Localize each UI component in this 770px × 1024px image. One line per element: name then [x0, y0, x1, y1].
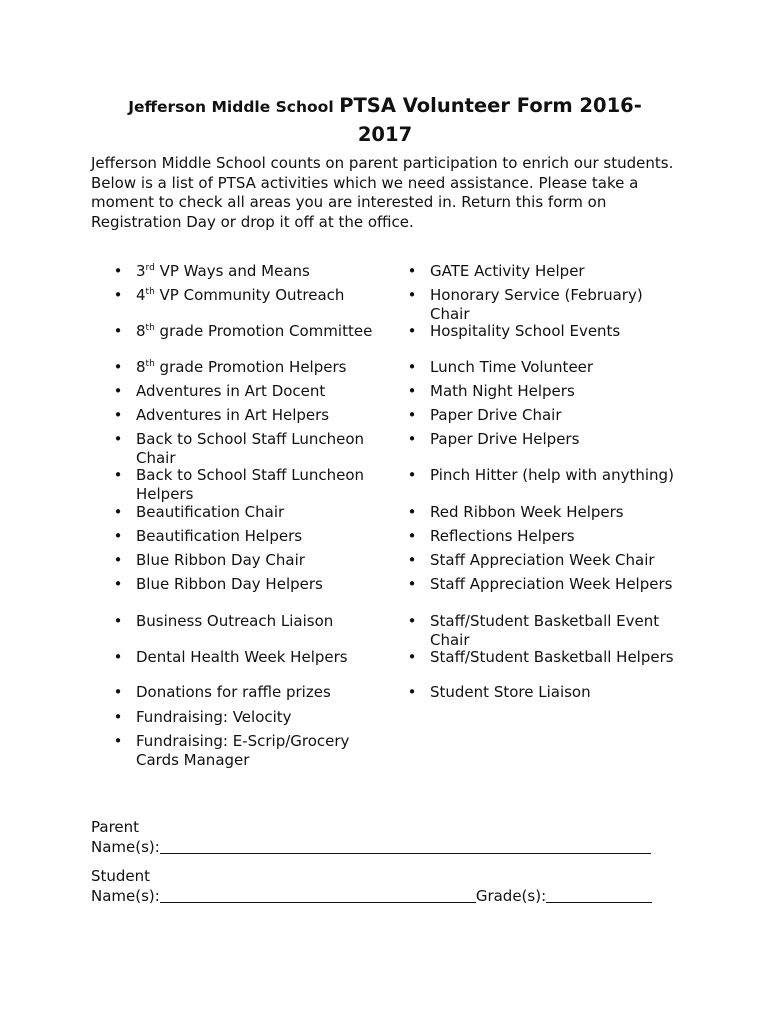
- activity-text: VP Ways and Means: [154, 262, 310, 280]
- activity-label: [136, 382, 325, 400]
- activity-item[interactable]: [113, 527, 386, 546]
- bullet-icon: •: [407, 262, 417, 280]
- bullet-icon: •: [113, 466, 123, 484]
- bullet-icon: •: [407, 406, 417, 424]
- bullet-icon: •: [407, 382, 417, 400]
- activity-text: Staff Appreciation Week Helpers: [430, 575, 673, 593]
- activity-text: Reflections Helpers: [430, 527, 575, 545]
- bullet-icon: •: [407, 683, 417, 701]
- activity-text: Lunch Time Volunteer: [430, 358, 594, 376]
- activity-item[interactable]: [113, 575, 386, 594]
- activity-label: [430, 262, 585, 280]
- activity-item[interactable]: [113, 430, 386, 467]
- bullet-icon: •: [407, 527, 417, 545]
- activity-item[interactable]: [113, 551, 386, 570]
- form-title: [90, 92, 680, 150]
- ordinal-suffix: rd: [145, 263, 155, 273]
- title-form-name: PTSA Volunteer Form 2016-: [339, 94, 642, 117]
- activity-text: grade Promotion Committee: [154, 322, 373, 340]
- activity-label: [136, 430, 364, 467]
- activity-label: [430, 503, 624, 521]
- activity-item[interactable]: [407, 466, 680, 485]
- ordinal-number: 8: [136, 358, 146, 376]
- bullet-icon: •: [407, 286, 417, 304]
- activity-label: [136, 322, 372, 340]
- activity-text: Paper Drive Helpers: [430, 430, 580, 448]
- activity-label: [430, 551, 655, 569]
- activity-text: Honorary Service (February) Chair: [430, 286, 643, 323]
- activity-item[interactable]: [407, 575, 680, 594]
- activity-text: Pinch Hitter (help with anything): [430, 466, 674, 484]
- activity-item[interactable]: [113, 466, 386, 503]
- activity-item[interactable]: [407, 612, 680, 649]
- parent-name-field: [91, 818, 651, 857]
- ordinal-suffix: th: [145, 287, 155, 297]
- activity-label: [430, 527, 575, 545]
- activity-label: [136, 406, 329, 424]
- bullet-icon: •: [407, 358, 417, 376]
- bullet-icon: •: [113, 683, 123, 701]
- activity-text: Fundraising: E-Scrip/Grocery Cards Manager: [136, 732, 350, 769]
- activity-item[interactable]: [407, 262, 680, 281]
- bullet-icon: •: [113, 612, 123, 630]
- activity-label: [136, 612, 333, 630]
- activity-label: [136, 648, 348, 666]
- activity-item[interactable]: [113, 322, 386, 341]
- bullet-icon: •: [407, 575, 417, 593]
- activity-item[interactable]: [113, 406, 386, 425]
- activity-item[interactable]: [407, 286, 680, 323]
- activity-text: Staff Appreciation Week Chair: [430, 551, 655, 569]
- bullet-icon: •: [407, 322, 417, 340]
- bullet-icon: •: [113, 551, 123, 569]
- activity-item[interactable]: [113, 708, 386, 727]
- activity-text: Dental Health Week Helpers: [136, 648, 348, 666]
- parent-label: Parent: [91, 818, 140, 836]
- intro-text: Jefferson Middle School counts on parent participation to enrich our students. Below is a list of PTSA activities which we need assistance. Please take a moment to check all areas you are interested in. Return this form on Registration Day or drop it off at the office.: [91, 154, 674, 231]
- bullet-icon: •: [113, 732, 123, 750]
- activity-text: Beautification Chair: [136, 503, 285, 521]
- activity-item[interactable]: [113, 358, 386, 377]
- activity-label: [136, 503, 284, 521]
- student-name-field: [91, 867, 652, 906]
- activity-text: Business Outreach Liaison: [136, 612, 334, 630]
- activity-text: Fundraising: Velocity: [136, 708, 292, 726]
- activity-item[interactable]: [113, 503, 386, 522]
- activity-text: Paper Drive Chair: [430, 406, 562, 424]
- activity-item[interactable]: [407, 430, 680, 449]
- parent-name-label: Name(s):: [91, 837, 160, 856]
- activity-item[interactable]: [113, 382, 386, 401]
- parent-name-line[interactable]: [160, 839, 651, 854]
- activity-text: Student Store Liaison: [430, 683, 591, 701]
- activity-text: Blue Ribbon Day Helpers: [136, 575, 323, 593]
- grade-label: Grade(s):: [475, 886, 547, 905]
- activity-item[interactable]: [113, 286, 386, 305]
- activity-item[interactable]: [407, 527, 680, 546]
- activity-text: GATE Activity Helper: [430, 262, 585, 280]
- activity-text: Adventures in Art Docent: [136, 382, 326, 400]
- activity-label: [430, 286, 643, 323]
- ordinal-suffix: th: [145, 359, 155, 369]
- activity-item[interactable]: [407, 358, 680, 377]
- activity-label: [430, 406, 562, 424]
- activity-item[interactable]: [113, 683, 386, 702]
- activity-label: [136, 732, 349, 769]
- activity-label: [430, 358, 593, 376]
- activity-label: [430, 430, 579, 448]
- student-name-line[interactable]: [160, 888, 476, 903]
- activity-text: Blue Ribbon Day Chair: [136, 551, 305, 569]
- bullet-icon: •: [113, 430, 123, 448]
- activity-label: [430, 322, 620, 340]
- activity-label: [430, 575, 672, 593]
- intro-paragraph: [91, 154, 701, 232]
- activity-label: [136, 575, 323, 593]
- bullet-icon: •: [113, 527, 123, 545]
- activity-label: [136, 551, 305, 569]
- title-school-name: Jefferson Middle School: [128, 98, 334, 116]
- activity-text: Back to School Staff Luncheon Chair: [136, 430, 365, 467]
- bullet-icon: •: [113, 575, 123, 593]
- student-name-label: Name(s):: [91, 886, 160, 905]
- bullet-icon: •: [407, 648, 417, 666]
- activity-text: Donations for raffle prizes: [136, 683, 331, 701]
- ordinal-number: 8: [136, 322, 146, 340]
- bullet-icon: •: [113, 262, 123, 280]
- student-label: Student: [91, 867, 151, 885]
- bullet-icon: •: [113, 322, 123, 340]
- grade-line[interactable]: [546, 888, 652, 903]
- ordinal-suffix: th: [145, 323, 155, 333]
- bullet-icon: •: [407, 612, 417, 630]
- activity-item[interactable]: [407, 648, 680, 667]
- activity-item[interactable]: [407, 683, 680, 702]
- activity-text: Beautification Helpers: [136, 527, 303, 545]
- activity-item[interactable]: [113, 262, 386, 281]
- activity-item[interactable]: [113, 612, 386, 631]
- activity-label: [430, 466, 674, 484]
- bullet-icon: •: [407, 430, 417, 448]
- bullet-icon: •: [113, 286, 123, 304]
- activity-item[interactable]: [407, 322, 680, 341]
- activity-item[interactable]: [113, 648, 386, 667]
- activity-text: Hospitality School Events: [430, 322, 621, 340]
- activity-label: [430, 648, 674, 666]
- activity-text: grade Promotion Helpers: [154, 358, 347, 376]
- activity-item[interactable]: [407, 551, 680, 570]
- activity-item[interactable]: [407, 382, 680, 401]
- ordinal-number: 3: [136, 262, 146, 280]
- activity-label: [136, 527, 302, 545]
- bullet-icon: •: [113, 406, 123, 424]
- activity-text: Back to School Staff Luncheon Helpers: [136, 466, 365, 503]
- activity-text: Math Night Helpers: [430, 382, 575, 400]
- activity-text: VP Community Outreach: [154, 286, 345, 304]
- activity-label: [430, 612, 659, 649]
- title-year: 2017: [357, 123, 413, 146]
- activity-text: Staff/Student Basketball Helpers: [430, 648, 674, 666]
- bullet-icon: •: [113, 382, 123, 400]
- bullet-icon: •: [407, 466, 417, 484]
- activity-label: [136, 358, 346, 376]
- bullet-icon: •: [113, 648, 123, 666]
- activity-label: [430, 382, 575, 400]
- activity-item[interactable]: [407, 503, 680, 522]
- activity-item[interactable]: [407, 406, 680, 425]
- activity-label: [430, 683, 591, 701]
- activity-label: [136, 683, 331, 701]
- activity-label: [136, 286, 344, 304]
- bullet-icon: •: [113, 358, 123, 376]
- activity-label: [136, 262, 310, 280]
- activity-text: Adventures in Art Helpers: [136, 406, 330, 424]
- activity-text: Red Ribbon Week Helpers: [430, 503, 624, 521]
- activity-label: [136, 466, 364, 503]
- bullet-icon: •: [113, 503, 123, 521]
- bullet-icon: •: [407, 503, 417, 521]
- bullet-icon: •: [407, 551, 417, 569]
- activity-label: [136, 708, 292, 726]
- bullet-icon: •: [113, 708, 123, 726]
- ordinal-number: 4: [136, 286, 146, 304]
- activity-text: Staff/Student Basketball Event Chair: [430, 612, 660, 649]
- activity-item[interactable]: [113, 732, 386, 769]
